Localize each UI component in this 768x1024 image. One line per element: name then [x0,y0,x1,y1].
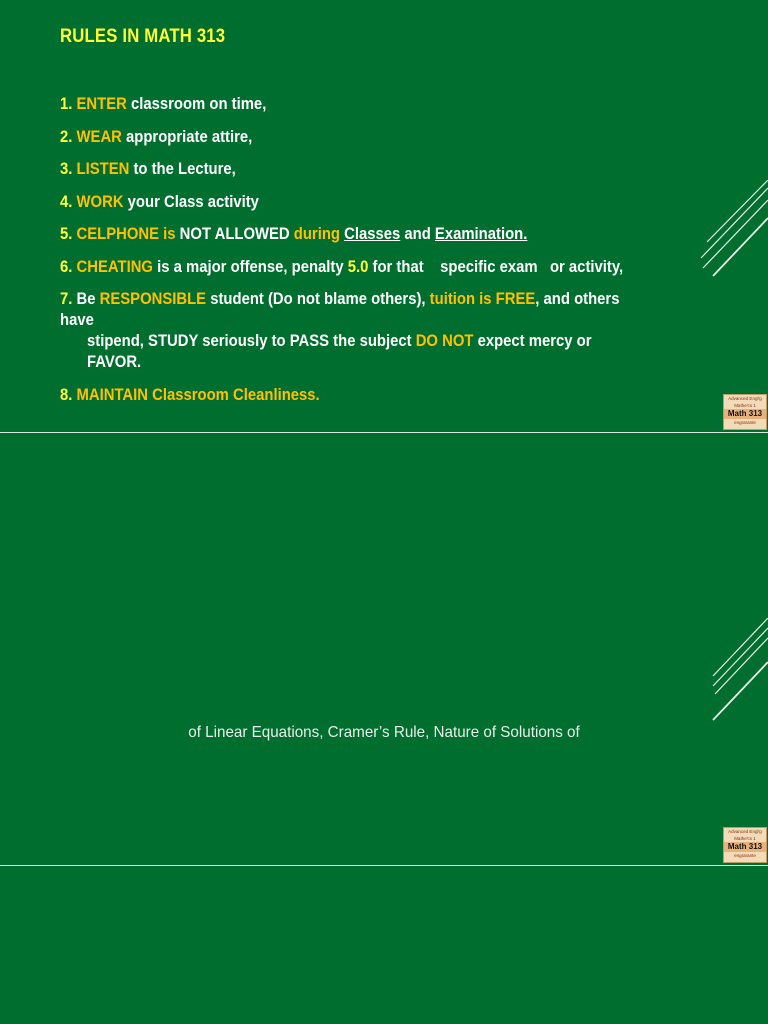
slide-subtitle: of Linear Equations, Cramer’s Rule, Nature of Solutions of [188,724,580,741]
rule-item-1: 1. ENTER classroom on time, [60,95,267,113]
rule-item-3: 3. LISTEN to the Lecture, [60,160,236,178]
decorative-lines [695,180,768,300]
rule-item-6: 6. CHEATING is a major offense, penalty 5.0 for that specific exam or activity, [60,257,624,276]
rule-item-8: 8. MAINTAIN Classroom Cleanliness. [60,385,320,404]
course-badge: Advanced Engl'g Mathe'cs 1 Math 313 engrarante [723,827,767,863]
rules-list [60,94,710,417]
decorative-lines [705,618,768,723]
rule-item-2: 2. WEAR appropriate attire, [60,127,253,146]
slide-rules [0,0,768,432]
rule-item-4: 4. WORK your Class activity [60,192,259,211]
slide-topics [0,433,768,865]
slide-title: RULES IN MATH 313 [60,26,226,47]
rule-item-5: 5. CELPHONE is NOT ALLOWED during Classes and Examination. [60,225,528,243]
course-badge: Advanced Engl'g Mathe'cs 1 Math 313 engrarante [723,394,767,430]
rule-item-7: 7. Be RESPONSIBLE student (Do not blame others), tuition is FREE, and others have stipend, STUDY seriously to PASS the subject DO NOT expect mercy or FAVOR. [60,290,620,371]
slide-next [0,866,768,1024]
